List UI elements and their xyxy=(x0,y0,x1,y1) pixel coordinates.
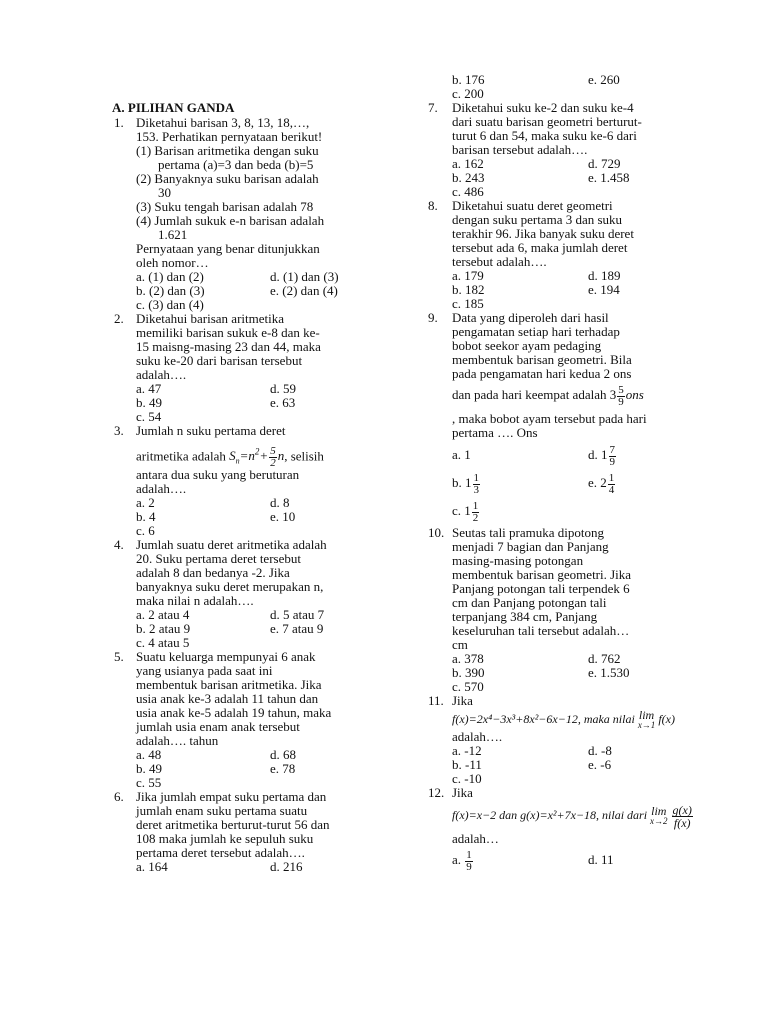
option-d: d. 68 xyxy=(270,747,296,762)
option-a: a. 2 xyxy=(136,495,155,510)
q5-text: yang usianya pada saat ini xyxy=(136,663,273,678)
q8-text: tersebut ada 6, maka jumlah deret xyxy=(452,240,628,255)
q8-text: terakhir 96. Jika banyak suku deret xyxy=(452,226,634,241)
option-c: c. 6 xyxy=(136,523,155,538)
option-c: c. 570 xyxy=(452,679,484,694)
q3-number: 3. xyxy=(114,423,124,438)
option-d: d. 729 xyxy=(588,156,621,171)
q5-text: membentuk barisan aritmetika. Jika xyxy=(136,677,322,692)
option-a: a. $\frac{1}{9}$ xyxy=(452,848,472,873)
option-d: d. 1 $\frac{7}{9}$ xyxy=(588,443,615,468)
q5-text: usia anak ke-3 adalah 11 tahun dan xyxy=(136,691,319,706)
q12-limit: lim x→2 xyxy=(650,804,668,827)
option-e: e. -6 xyxy=(588,757,612,772)
q3-fraction: $\frac{5}{2}$ xyxy=(270,444,276,469)
q4-text: adalah 8 dan bedanya -2. Jika xyxy=(136,565,290,580)
q1-number: 1. xyxy=(114,115,124,130)
q12-formula: f(x)=x−2 dan g(x)=x²+7x−18, nilai dari lim x→2 $\frac{g(x)}{f(x)}$ xyxy=(452,802,692,830)
q7-text: barisan tersebut adalah…. xyxy=(452,142,588,157)
option-e: e. 1.530 xyxy=(588,665,630,680)
q9-text: pertama …. Ons xyxy=(452,425,538,440)
option-d: d. 11 xyxy=(588,852,614,867)
option-c: c. 200 xyxy=(452,86,484,101)
option-d: d. 59 xyxy=(270,381,296,396)
q11-text: adalah…. xyxy=(452,729,503,744)
option-e: e. 2 $\frac{1}{4}$ xyxy=(588,471,615,496)
q8-number: 8. xyxy=(428,198,438,213)
option-e: e. (2) dan (4) xyxy=(270,283,338,298)
option-d: d. (1) dan (3) xyxy=(270,269,339,284)
option-c: c. 1 $\frac{1}{2}$ xyxy=(452,499,479,524)
q1-statement: 30 xyxy=(158,185,171,200)
q10-text: terpanjang 384 cm, Panjang xyxy=(452,609,598,624)
option-a: a. (1) dan (2) xyxy=(136,269,204,284)
option-e: e. 194 xyxy=(588,282,620,297)
q12-fraction: $\frac{g(x)}{f(x)}$ xyxy=(672,802,692,830)
option-e: e. 10 xyxy=(270,509,296,524)
option-a: a. 47 xyxy=(136,381,162,396)
section-title: A. PILIHAN GANDA xyxy=(112,100,235,115)
q8-text: dengan suku pertama 3 dan suku xyxy=(452,212,623,227)
q10-text: keseluruhan tali tersebut adalah… xyxy=(452,623,630,638)
q1-text: 153. Perhatikan pernyataan berikut! xyxy=(136,129,323,144)
q10-text: cm xyxy=(452,637,468,652)
q3-text: aritmetika adalah xyxy=(136,448,226,464)
q10-text: menjadi 7 bagian dan Panjang xyxy=(452,539,609,554)
option-c: c. 54 xyxy=(136,409,162,424)
q1-text: oleh nomor… xyxy=(136,255,209,270)
option-b: b. 49 xyxy=(136,761,162,776)
q3-formula: $S_n=n^2+$ $\frac{5}{2}$ n xyxy=(229,444,285,469)
q6-text: Jika jumlah empat suku pertama dan xyxy=(136,789,327,804)
q4-number: 4. xyxy=(114,537,124,552)
q11-text: Jika xyxy=(452,693,473,708)
option-c: c. (3) dan (4) xyxy=(136,297,204,312)
q9-text: Data yang diperoleh dari hasil xyxy=(452,310,609,325)
option-b: b. 1 $\frac{1}{3}$ xyxy=(452,471,479,496)
q10-number: 10. xyxy=(428,525,445,540)
q1-statement: (4) Jumlah sukuk e-n barisan adalah xyxy=(136,213,325,228)
option-e: e. 260 xyxy=(588,72,620,87)
q3-text: adalah…. xyxy=(136,481,187,496)
q2-text: memiliki barisan sukuk e-8 dan ke- xyxy=(136,325,320,340)
q8-text: Diketahui suatu deret geometri xyxy=(452,198,613,213)
option-d: d. 216 xyxy=(270,859,303,874)
q2-text: 15 maisng-masing 23 dan 44, maka xyxy=(136,339,321,354)
q1-text: Pernyataan yang benar ditunjukkan xyxy=(136,241,320,256)
q12-text: adalah… xyxy=(452,831,499,846)
q4-text: maka nilai n adalah…. xyxy=(136,593,254,608)
option-b: b. 182 xyxy=(452,282,485,297)
q1-statement: pertama (a)=3 dan beda (b)=5 xyxy=(158,157,314,172)
option-c: c. -10 xyxy=(452,771,482,786)
option-c: c. 486 xyxy=(452,184,484,199)
q9-text: pengamatan setiap hari terhadap xyxy=(452,324,620,339)
q5-text: adalah…. tahun xyxy=(136,733,219,748)
q6-text: 108 maka jumlah ke sepuluh suku xyxy=(136,831,314,846)
q7-text: dari suatu barisan geometri berturut- xyxy=(452,114,642,129)
option-d: d. 762 xyxy=(588,651,621,666)
option-e: e. 63 xyxy=(270,395,296,410)
q5-text: jumlah usia enam anak tersebut xyxy=(136,719,300,734)
q5-number: 5. xyxy=(114,649,124,664)
q2-number: 2. xyxy=(114,311,124,326)
option-d: d. 189 xyxy=(588,268,621,283)
q4-text: Jumlah suatu deret aritmetika adalah xyxy=(136,537,327,552)
option-b: b. 176 xyxy=(452,72,485,87)
option-b: b. 243 xyxy=(452,170,485,185)
q11-formula: f(x)=2x⁴−3x³+8x²−6x−12, maka nilai lim x→1 f(x) xyxy=(452,708,675,731)
q2-text: Diketahui barisan aritmetika xyxy=(136,311,285,326)
option-a: a. 162 xyxy=(452,156,484,171)
option-b: b. (2) dan (3) xyxy=(136,283,205,298)
q6-number: 6. xyxy=(114,789,124,804)
option-a: a. 2 atau 4 xyxy=(136,607,190,622)
q10-text: Seutas tali pramuka dipotong xyxy=(452,525,605,540)
q3-text: Jumlah n suku pertama deret xyxy=(136,423,286,438)
q7-text: turut 6 dan 54, maka suku ke-6 dari xyxy=(452,128,637,143)
q12-text: Jika xyxy=(452,785,473,800)
q9-fraction: $\frac{5}{9}$ xyxy=(618,383,624,408)
q9-text: pada pengamatan hari kedua 2 ons xyxy=(452,366,632,381)
q10-text: masing-masing potongan xyxy=(452,553,584,568)
q6-text: jumlah enam suku pertama suatu xyxy=(136,803,308,818)
q9-text: , maka bobot ayam tersebut pada hari xyxy=(452,411,647,426)
option-b: b. 390 xyxy=(452,665,485,680)
option-b: b. 49 xyxy=(136,395,162,410)
option-c: c. 55 xyxy=(136,775,162,790)
q10-text: cm dan Panjang potongan tali xyxy=(452,595,607,610)
option-b: b. 2 atau 9 xyxy=(136,621,191,636)
q9-text: membentuk barisan geometri. Bila xyxy=(452,352,632,367)
option-b: b. -11 xyxy=(452,757,482,772)
q7-number: 7. xyxy=(428,100,438,115)
option-e: e. 1.458 xyxy=(588,170,630,185)
q7-text: Diketahui suku ke-2 dan suku ke-4 xyxy=(452,100,634,115)
option-d: d. -8 xyxy=(588,743,612,758)
q4-text: banyaknya suku deret merupakan n, xyxy=(136,579,324,594)
q6-text: deret aritmetika berturut-turut 56 dan xyxy=(136,817,330,832)
q11-limit: lim x→1 xyxy=(637,708,656,731)
option-d: d. 5 atau 7 xyxy=(270,607,325,622)
option-c: c. 4 atau 5 xyxy=(136,635,190,650)
q9-number: 9. xyxy=(428,310,438,325)
q10-text: membentuk barisan geometri. Jika xyxy=(452,567,632,582)
q10-text: Panjang potongan tali terpendek 6 xyxy=(452,581,630,596)
option-c: c. 185 xyxy=(452,296,484,311)
q9-text: bobot seekor ayam pedaging xyxy=(452,338,602,353)
option-e: e. 78 xyxy=(270,761,296,776)
q6-text: pertama deret tersebut adalah…. xyxy=(136,845,305,860)
q1-statement: (1) Barisan aritmetika dengan suku xyxy=(136,143,319,158)
q1-statement: (3) Suku tengah barisan adalah 78 xyxy=(136,199,314,214)
q5-text: usia anak ke-5 adalah 19 tahun, maka xyxy=(136,705,332,720)
q1-text: Diketahui barisan 3, 8, 13, 18,…, xyxy=(136,115,310,130)
option-a: a. -12 xyxy=(452,743,482,758)
q2-text: adalah…. xyxy=(136,367,187,382)
option-a: a. 48 xyxy=(136,747,162,762)
q11-number: 11. xyxy=(428,693,444,708)
option-a: a. 179 xyxy=(452,268,484,283)
q3-formula-line: aritmetika adalah $S_n=n^2+$ $\frac{5}{2}$ n, selisih xyxy=(136,444,324,469)
q12-number: 12. xyxy=(428,785,445,800)
q2-text: suku ke-20 dari barisan tersebut xyxy=(136,353,303,368)
q3-text: antara dua suku yang beruturan xyxy=(136,467,300,482)
q8-text: tersebut adalah…. xyxy=(452,254,547,269)
q1-statement: (2) Banyaknya suku barisan adalah xyxy=(136,171,319,186)
option-b: b. 4 xyxy=(136,509,156,524)
q4-text: 20. Suku pertama deret tersebut xyxy=(136,551,301,566)
option-d: d. 8 xyxy=(270,495,290,510)
option-a: a. 378 xyxy=(452,651,484,666)
q5-text: Suatu keluarga mempunyai 6 anak xyxy=(136,649,316,664)
option-a: a. 1 xyxy=(452,447,471,462)
option-e: e. 7 atau 9 xyxy=(270,621,324,636)
q9-mixed-number-line: dan pada hari keempat adalah 3 $\frac{5}{9}$ ons xyxy=(452,383,644,408)
q1-statement: 1.621 xyxy=(158,227,188,242)
option-a: a. 164 xyxy=(136,859,168,874)
